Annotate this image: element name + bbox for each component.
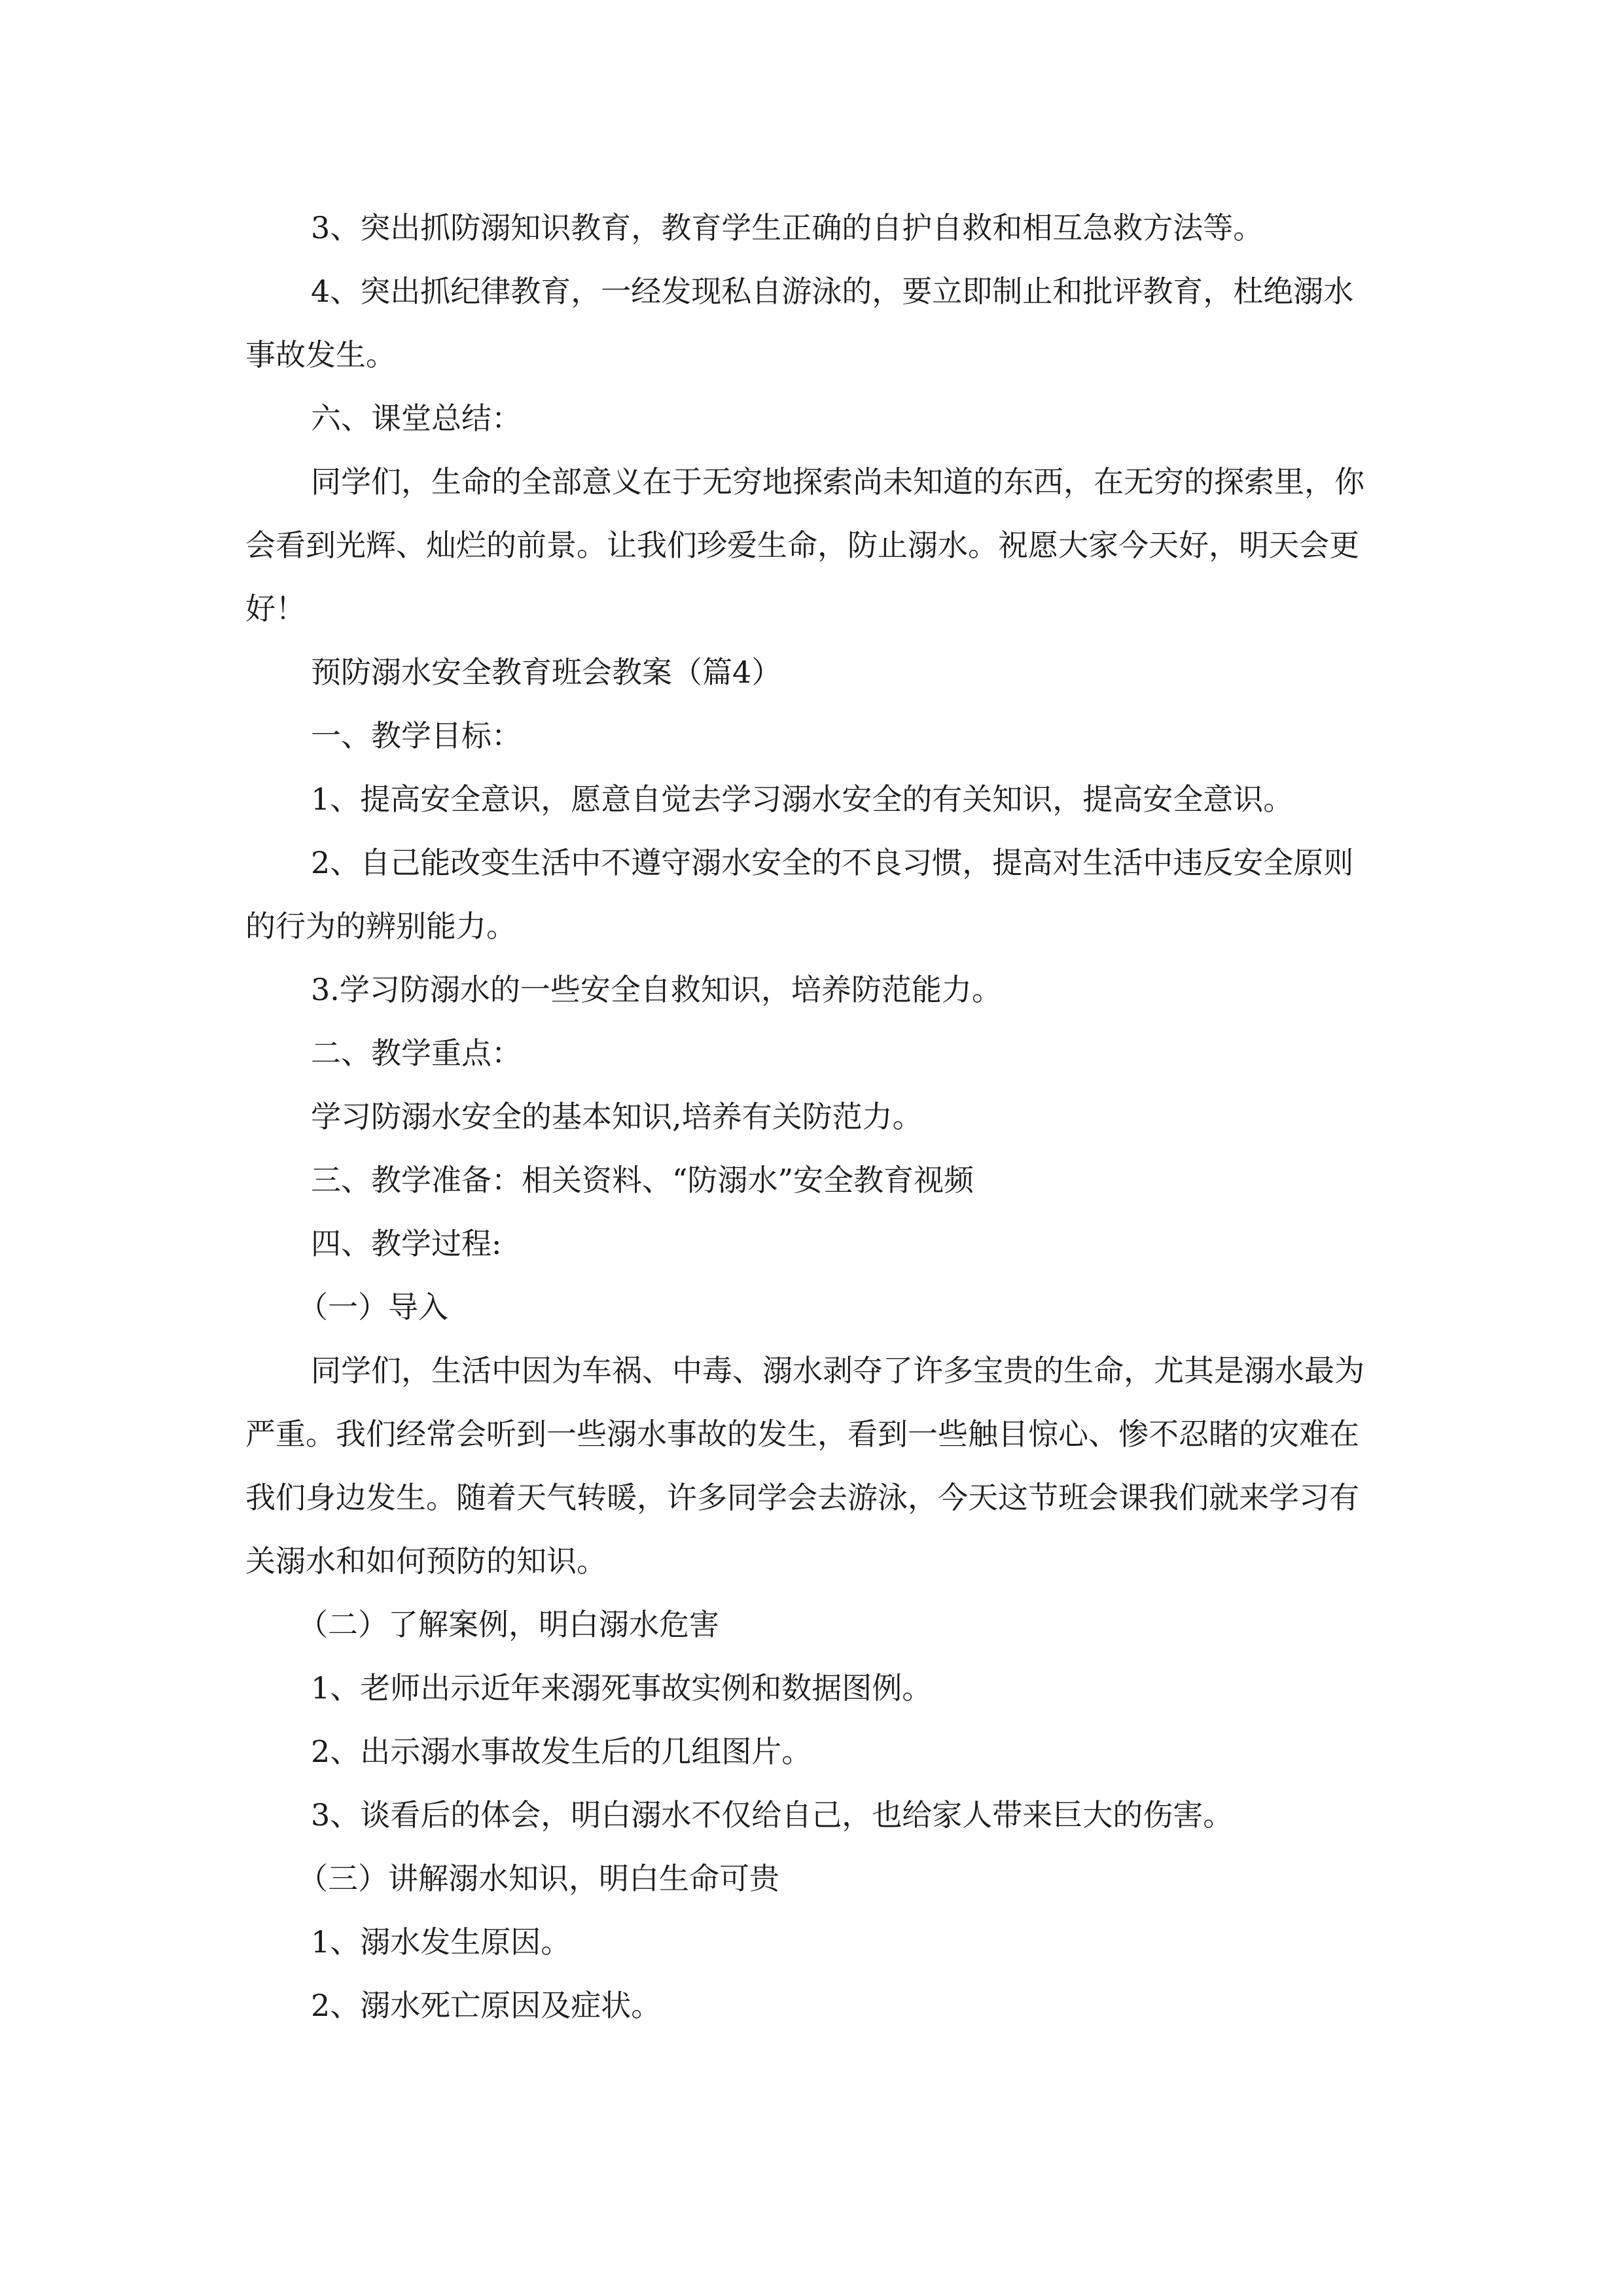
subsection-cases: （二）了解案例，明白溺水危害 (298, 1607, 719, 1642)
paragraph-summary: 同学们，生命的全部意义在于无穷地探索尚未知道的东西，在无穷的探索里，你会看到光辉、灿烂的前景。让我们珍爱生命，防止溺水。祝愿大家今天好，明天会更好！ (245, 464, 1364, 626)
paragraph-3-knowledge: 3、突出抓防溺知识教育，教育学生正确的自护自救和相互急救方法等。 (311, 210, 1264, 245)
paragraph-intro: 同学们，生活中因为车祸、中毒、溺水剥夺了许多宝贵的生命，尤其是溺水最为严重。我们经常会听到一些溺水事故的发生，看到一些触目惊心、惨不忍睹的灾难在我们身边发生。随着天气转暖，许多同学会去游泳，今天这节班会课我们就来学习有关溺水和如何预防的知识。 (245, 1353, 1364, 1579)
case-item-1: 1、老师出示近年来溺死事故实例和数据图例。 (311, 1670, 933, 1706)
goal-item-2: 2、自己能改变生活中不遵守溺水安全的不良习惯，提高对生活中违反安全原则的行为的辨别能力。 (245, 845, 1354, 944)
key-points-text: 学习防溺水安全的基本知识,培养有关防范力。 (311, 1099, 923, 1134)
section-heading-preparation: 三、教学准备：相关资料、“防溺水”安全教育视频 (311, 1162, 974, 1198)
subsection-knowledge: （三）讲解溺水知识，明白生命可贵 (298, 1861, 779, 1896)
knowledge-item-1: 1、溺水发生原因。 (311, 1924, 571, 1960)
document-page (245, 196, 1381, 2037)
lesson-title: 预防溺水安全教育班会教案（篇4） (311, 655, 782, 690)
case-item-2: 2、出示溺水事故发生后的几组图片。 (311, 1734, 812, 1769)
goal-item-1: 1、提高安全意识，愿意自觉去学习溺水安全的有关知识，提高安全意识。 (311, 781, 1294, 817)
knowledge-item-2: 2、溺水死亡原因及症状。 (311, 1988, 662, 2023)
paragraph-4-discipline: 4、突出抓纪律教育，一经发现私自游泳的，要立即制止和批评教育，杜绝溺水事故发生。 (245, 274, 1354, 372)
section-heading-process: 四、教学过程: (311, 1226, 502, 1261)
subsection-intro: （一）导入 (298, 1289, 448, 1325)
section-heading-summary: 六、课堂总结： (311, 401, 522, 436)
section-heading-key-points: 二、教学重点： (311, 1035, 522, 1071)
section-heading-goals: 一、教学目标： (311, 718, 522, 753)
case-item-3: 3、谈看后的体会，明白溺水不仅给自己，也给家人带来巨大的伤害。 (311, 1797, 1234, 1833)
goal-item-3: 3.学习防溺水的一些安全自救知识，培养防范能力。 (311, 972, 1002, 1007)
